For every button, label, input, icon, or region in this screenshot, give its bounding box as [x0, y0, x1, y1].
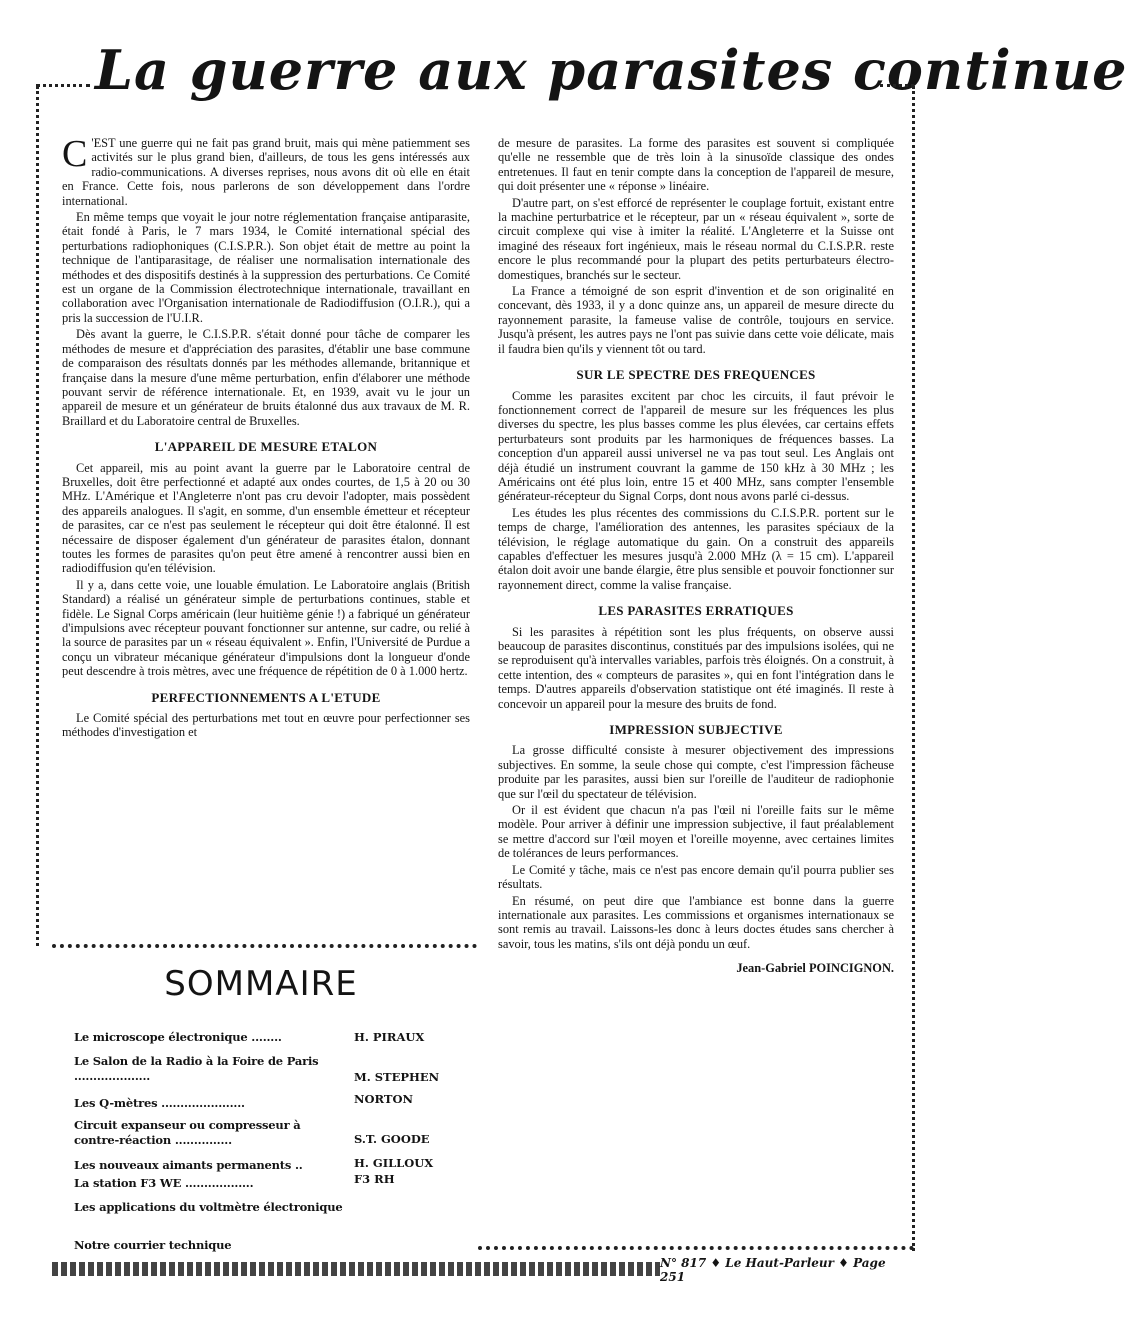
- article-paragraph: Il y a, dans cette voie, une louable émulation. Le Laboratoire anglais (British Standard) a réalisé un générateur simple de perturbations continues, stable et fidèle. Le Signal Corps américain (leur huitième génie !) a fabriqué un générateur d'impulsions avec récepteur pouvant fonctionner sur antenne, sur cadre, ou relié à la source de parasites par un « réseau équivalent ». Enfin, l'Université de Purdue a conçu un vibrateur mécanique générateur d'impulsions dont la longueur d'onde peut descendre à trois mètres, avec une fréquence de répétition de 0 à 1.000 hertz.: [62, 577, 470, 679]
- sommaire-item: Les applications du voltmètre électronique: [74, 1200, 343, 1214]
- article-title: La guerre aux parasites continue: [95, 38, 1128, 102]
- article-paragraph: C 'EST une guerre qui ne fait pas grand bruit, mais qui mène patiemment ses activités sur le plus grand bien, d'ailleurs, de tous les gens intéressés aux radio-communications. A diverses reprises, nous avons dit où elle en était en France. Cette fois, nous parlerons de son développement dans l'ordre international.: [62, 133, 470, 208]
- page-footer: N° 817 ♦ Le Haut-Parleur ♦ Page 251: [660, 1256, 886, 1284]
- article-paragraph: En résumé, on peut dire que l'ambiance est bonne dans la guerre internationale aux parasites. Les commissions et organismes internationaux se sont remis au travail. Laissons-les donc à leurs doctes études sans chercher à savoir, tous les matins, s'ils ont déjà pondu un œuf.: [498, 893, 894, 951]
- right-column: [498, 136, 894, 978]
- left-column: [62, 133, 470, 742]
- sommaire-author: NORTON: [354, 1092, 413, 1106]
- sommaire-author: H. GILLOUX: [354, 1156, 434, 1170]
- sommaire-top-rule: [52, 944, 477, 948]
- sommaire-author: S.T. GOODE: [354, 1132, 430, 1146]
- author-signature: Jean-Gabriel POINCIGNON.: [736, 961, 894, 976]
- sommaire-item: Le Salon de la Radio à la Foire de Paris ....................: [74, 1054, 319, 1083]
- title-rule-left: [36, 84, 90, 87]
- sommaire-item: Le microscope électronique ........: [74, 1030, 282, 1044]
- sommaire-item: Les nouveaux aimants permanents ..: [74, 1158, 303, 1172]
- frame-rule-left: [36, 86, 39, 946]
- title-rule-right: [880, 84, 914, 87]
- sommaire-title: SOMMAIRE: [164, 964, 358, 1004]
- sommaire-author: F3 RH: [354, 1172, 395, 1186]
- footer-wave-rule: [52, 1262, 660, 1276]
- drop-cap: C: [62, 133, 88, 175]
- article-paragraph: Cet appareil, mis au point avant la guerre par le Laboratoire central de Bruxelles, doit être perfectionné et adapté aux ondes courtes, de 1,5 à 20 ou 30 MHz. L'Amérique et l'Angleterre n'ont pas cru devoir l'adopter, mais possèdent des appareils analogues. Il s'agit, en somme, d'un ensemble émetteur et récepteur de parasites, car ce n'est pas seulement le récepteur qui doit être étalonné. Il est nécessaire de disposer également d'un générateur de parasites étalon, donnant toutes les formes de parasites qu'on peut être amené à rencontrer aussi bien en radiodiffusion qu'en télévision.: [62, 460, 470, 576]
- article-paragraph: Les études les plus récentes des commissions du C.I.S.P.R. portent sur le temps de charge, l'amélioration des antennes, les parasites spéciaux de la télévision, le réglage automatique du gain. On a construit des appareils capables d'effectuer les mesures jusqu'à 2.000 MHz (λ = 15 cm). L'appareil étalon doit avoir une bande élargie, être plus sensible et pouvoir fonctionner sur rayonnement direct, comme la valise française.: [498, 505, 894, 592]
- section-heading: IMPRESSION SUBJECTIVE: [609, 722, 783, 738]
- right-bottom-rule: [478, 1246, 914, 1250]
- article-paragraph: Le Comité spécial des perturbations met tout en œuvre pour perfectionner ses méthodes d'investigation et: [62, 711, 470, 740]
- article-paragraph: En même temps que voyait le jour notre réglementation française antiparasite, était fondé à Paris, le 7 mars 1934, le Comité international spécial des perturbations radiophoniques (C.I.S.P.R.). Son objet était de mettre au point la technique de l'antiparasitage, de réaliser une normalisation internationale des méthodes et des dispositifs destinés à la suppression des perturbations. Ce Comité est un organe de la Commission électrotechnique internationale, travaillant en collaboration avec l'Organisation internationale de Radiodiffusion (O.I.R.), qui a pris la succession de l'U.I.R.: [62, 210, 470, 325]
- sommaire-item: Les Q-mètres ......................: [74, 1096, 245, 1110]
- section-heading: LES PARASITES ERRATIQUES: [598, 603, 794, 619]
- sommaire-author: H. PIRAUX: [354, 1030, 425, 1044]
- sommaire-box: [52, 956, 470, 1256]
- article-paragraph: Comme les parasites excitent par choc les circuits, il faut prévoir le fonctionnement correct de l'appareil de mesure sur les fréquences les plus diverses du spectre, les plus basses comme les plus élevées, car certains effets perturbateurs sont produits par les harmoniques de fréquences basses. La conception d'un appareil aussi universel ne va pas tout seul. Les Anglais ont déjà étudié un instrument couvrant la gamme de 150 kHz à 30 MHz ; les Américains ont été plus loin, entre 15 et 400 MHz, sans compter l'ensemble générateur-récepteur du Signal Corps, dont nous avons parlé ci-dessus.: [498, 388, 894, 504]
- article-paragraph: La France a témoigné de son esprit d'invention et de son originalité en concevant, dès 1933, il y a donc quinze ans, un appareil de mesure directe du rayonnement parasite, la fameuse valise de contrôle, toujours en service. Jusqu'à présent, les autres pays ne l'ont pas suivie dans cette voie délicate, mais il faudra bien qu'ils y viennent tôt ou tard.: [498, 284, 894, 356]
- sommaire-item: La station F3 WE ..................: [74, 1176, 254, 1190]
- article-paragraph: Or il est évident que chacun n'a pas l'œil ni l'oreille faits sur le même modèle. Pour arriver à définir une impression subjective, il faut préalablement se mettre d'accord sur l'œil moyen et l'oreille moyenne, avec certaines limites de tolérances de leurs performances.: [498, 803, 894, 861]
- article-paragraph: La grosse difficulté consiste à mesurer objectivement des impressions subjectives. En somme, la seule chose qui compte, c'est l'impression fâcheuse produite par les parasites, aussi bien sur l'oreille de l'auditeur de radiophonie que sur l'œil du spectateur de télévision.: [498, 743, 894, 801]
- article-paragraph: Dès avant la guerre, le C.I.S.P.R. s'était donné pour tâche de comparer les méthodes de mesure et d'appréciation des parasites, d'établir une base commune de comparaison des résultats donnés par les méthodes allemande, britannique et française dans la mesure d'une même perturbation, enfin d'élaborer une méthode pouvant servir de référence internationale. Et, en 1939, avait vu le jour un appareil de mesure et un générateur de bruits étalonné dus aux travaux de M. R. Braillard et du Laboratoire central de Bruxelles.: [62, 327, 470, 428]
- section-heading: PERFECTIONNEMENTS A L'ETUDE: [151, 689, 381, 705]
- section-heading: SUR LE SPECTRE DES FREQUENCES: [576, 367, 816, 383]
- frame-rule-right: [912, 86, 915, 1251]
- sommaire-item: Circuit expanseur ou compresseur à contre-réaction ...............: [74, 1118, 301, 1147]
- sommaire-item: Notre courrier technique: [74, 1238, 232, 1252]
- section-heading: L'APPAREIL DE MESURE ETALON: [154, 439, 378, 455]
- article-paragraph: Le Comité y tâche, mais ce n'est pas encore demain qu'il pourra publier ses résultats.: [498, 862, 894, 892]
- article-paragraph: D'autre part, on s'est efforcé de représenter le couplage fortuit, existant entre la machine perturbatrice et le récepteur, par un « réseau équivalent », sorte de circuit complexe qui vise à imiter la réalité. L'Angleterre et la Suisse ont imaginé des réseaux fort ingénieux, mais le réseau normal du C.I.S.P.R. reste encore le plus recommandé pour la plupart des petits perturbateurs électro-domestiques, branchés sur le secteur.: [498, 195, 894, 282]
- article-paragraph: Si les parasites à répétition sont les plus fréquents, on observe aussi beaucoup de parasites discontinus, constitués par des impulsions isolées, qui ne se reproduisent qu'à intervalles variables, parfois très éloignés. On a construit, à cette intention, des « compteurs de parasites », qui en font l'intégration dans le temps. D'autres appareils d'observation statistique ont été imaginés. Il reste à concevoir un appareil pour la mesure des bruits de fond.: [498, 624, 894, 711]
- article-paragraph: de mesure de parasites. La forme des parasites est souvent si compliquée qu'elle ne ressemble que de très loin à la sinusoïde classique des ondes entretenues. Il faut en tenir compte dans la conception de l'appareil de mesure, qui doit présenter une « réponse » linéaire.: [498, 136, 894, 194]
- sommaire-author: M. STEPHEN: [354, 1070, 440, 1084]
